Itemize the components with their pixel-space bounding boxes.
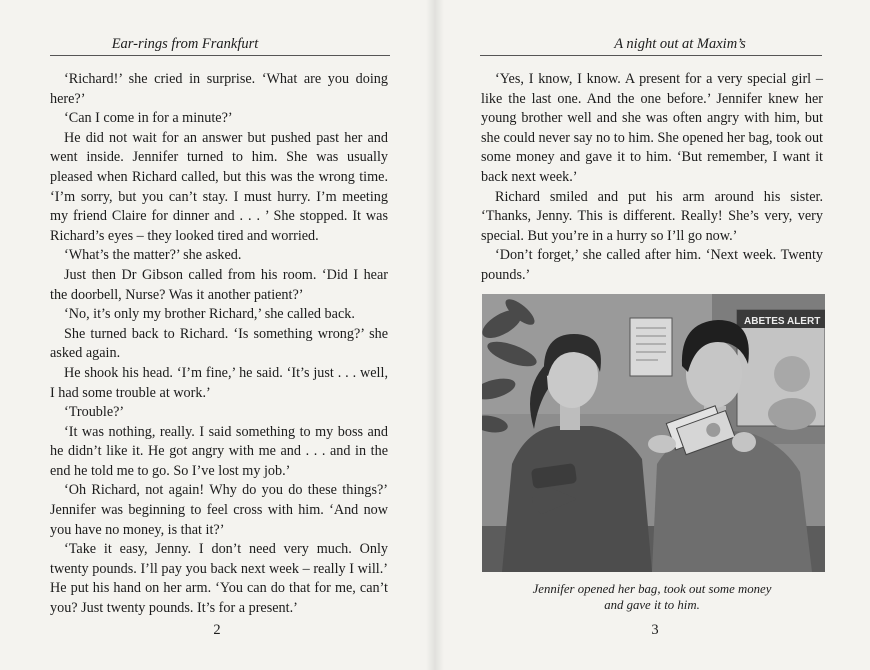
poster-text: ABETES ALERT xyxy=(744,316,821,327)
paragraph: ‘Oh Richard, not again! Why do you do these things?’ Jennifer was beginning to feel cross with him. ‘And now you have no money, is that it?’ xyxy=(50,482,388,538)
paragraph: ‘No, it’s only my brother Richard,’ she called back. xyxy=(64,306,355,323)
paragraph: ‘Yes, I know, I know. A present for a very special girl – like the last one. And the one before.’ Jennifer knew her young brother well and she was often angry with him, but she could never say no to him. She opened her bag, took out some money and gave it to him. ‘But remember, I want it back next week.’ xyxy=(481,71,824,185)
paragraph: ‘It was nothing, really. I said something to my boss and he didn’t like it. He got angry with me and . . . and in the end he told me to go. So I’ve lost my job.’ xyxy=(50,423,388,479)
header-rule xyxy=(480,55,822,56)
running-head: Ear-rings from Frankfurt xyxy=(111,36,259,52)
header-rule xyxy=(50,55,390,56)
right-page xyxy=(435,0,870,670)
page-number: 3 xyxy=(651,622,659,638)
paragraph: ‘Can I come in for a minute?’ xyxy=(64,110,233,127)
paragraph: ‘Don’t forget,’ she called after him. ‘Next week. Twenty pounds.’ xyxy=(481,247,823,283)
caption-line: Jennifer opened her bag, took out some money xyxy=(532,582,772,596)
paragraph: She turned back to Richard. ‘Is something wrong?’ she asked again. xyxy=(50,325,388,362)
paragraph: ‘What’s the matter?’ she asked. xyxy=(64,247,242,264)
body-text xyxy=(50,70,388,619)
paragraph: Richard smiled and put his arm around his sister. ‘Thanks, Jenny. This is different. Really! She’s very, very special. But you’re in a hurry so I’ll go now.’ xyxy=(481,188,823,244)
body-text xyxy=(481,70,823,286)
running-head: A night out at Maxim’s xyxy=(614,36,746,52)
paragraph: Just then Dr Gibson called from his room. ‘Did I hear the doorbell, Nurse? Was it another patient?’ xyxy=(50,266,388,303)
paragraph: He shook his head. ‘I’m fine,’ he said. ‘It’s just . . . well, I had some trouble at work.’ xyxy=(50,364,388,401)
paragraph: ‘Richard!’ she cried in surprise. ‘What are you doing here?’ xyxy=(50,71,388,107)
figure-caption xyxy=(481,581,823,613)
page-number: 2 xyxy=(213,622,221,638)
paragraph: ‘Trouble?’ xyxy=(64,404,125,421)
illustration xyxy=(482,294,825,572)
paragraph: He did not wait for an answer but pushed past her and went inside. Jennifer turned to him. She was usually pleased when Richard called, but this was the wrong time. ‘I’m sorry, but you can’t stay. I must hurry. I’m meeting my friend Claire for dinner and . . . ’ She stopped. It was Richard’s eyes – they looked tired and worried. xyxy=(50,129,388,244)
paragraph: ‘Take it easy, Jenny. I don’t need very much. Only twenty pounds. I’ll pay you back next week – really I will.’ He put his hand on her arm. ‘You can do that for me, can’t you? Just twenty pounds. It’s for a present.’ xyxy=(50,541,388,617)
caption-line: and gave it to him. xyxy=(604,598,700,612)
